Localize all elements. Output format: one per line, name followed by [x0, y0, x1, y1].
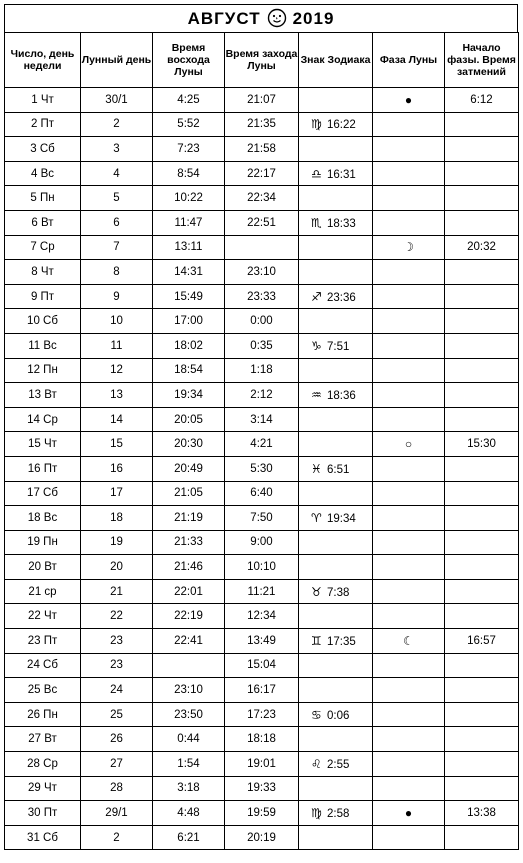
lunar-day-cell: 16	[81, 456, 153, 481]
table-row	[5, 506, 519, 531]
lunar-day-cell: 26	[81, 727, 153, 752]
zodiac-cell	[299, 235, 373, 260]
date-cell: 21 ср	[5, 579, 81, 604]
lunar-day-cell: 14	[81, 407, 153, 432]
zodiac-cell	[299, 481, 373, 506]
moonrise-cell: 22:41	[153, 629, 225, 654]
moonrise-cell: 0:44	[153, 727, 225, 752]
phase-start-cell	[445, 309, 519, 334]
lunar-day-cell: 30/1	[81, 88, 153, 113]
zodiac-cell	[299, 506, 373, 531]
table-row	[5, 752, 519, 777]
moonset-cell: 19:01	[225, 752, 299, 777]
moon-phase-cell	[373, 333, 445, 358]
moonrise-cell: 6:21	[153, 825, 225, 850]
moonrise-cell: 18:54	[153, 358, 225, 383]
zodiac-time: 23:36	[327, 291, 356, 304]
moon-phase-icon: ●	[404, 806, 413, 821]
moon-phase-cell	[373, 137, 445, 162]
table-row	[5, 333, 519, 358]
table-row	[5, 776, 519, 801]
zodiac-cell	[299, 210, 373, 235]
moonset-cell: 17:23	[225, 702, 299, 727]
phase-start-cell	[445, 727, 519, 752]
table-row	[5, 309, 519, 334]
zodiac-cell	[299, 825, 373, 850]
zodiac-sign-icon: ♌	[311, 756, 322, 771]
header-zodiac: Знак Зодиака	[299, 33, 373, 88]
table-row	[5, 88, 519, 113]
date-cell: 28 Ср	[5, 752, 81, 777]
moon-phase-cell	[373, 678, 445, 703]
zodiac-sign-icon: ♉	[311, 584, 322, 599]
lunar-day-cell: 23	[81, 629, 153, 654]
phase-start-cell: 16:57	[445, 629, 519, 654]
zodiac-cell	[299, 161, 373, 186]
date-cell: 8 Чт	[5, 260, 81, 285]
zodiac-cell	[299, 579, 373, 604]
lunar-calendar-table	[4, 32, 519, 850]
zodiac-sign-icon: ♑	[311, 338, 322, 353]
phase-start-cell	[445, 604, 519, 629]
moonset-cell: 19:33	[225, 776, 299, 801]
moonset-cell: 7:50	[225, 506, 299, 531]
lunar-day-cell: 9	[81, 284, 153, 309]
phase-start-cell	[445, 284, 519, 309]
lunar-day-cell: 29/1	[81, 801, 153, 826]
lunar-day-cell: 11	[81, 333, 153, 358]
moonset-cell: 16:17	[225, 678, 299, 703]
zodiac-time: 0:06	[327, 709, 350, 722]
zodiac-cell	[299, 112, 373, 137]
lunar-day-cell: 2	[81, 112, 153, 137]
zodiac-cell	[299, 530, 373, 555]
zodiac-cell	[299, 752, 373, 777]
table-row	[5, 260, 519, 285]
moon-phase-icon: ●	[404, 92, 413, 107]
zodiac-cell	[299, 555, 373, 580]
lunar-day-cell: 18	[81, 506, 153, 531]
moonrise-cell: 11:47	[153, 210, 225, 235]
zodiac-time: 18:33	[327, 217, 356, 230]
date-cell: 3 Сб	[5, 137, 81, 162]
phase-start-cell	[445, 776, 519, 801]
phase-start-cell	[445, 112, 519, 137]
table-row	[5, 161, 519, 186]
table-row	[5, 112, 519, 137]
table-header-row	[5, 33, 519, 88]
moonset-cell: 0:00	[225, 309, 299, 334]
phase-start-cell	[445, 825, 519, 850]
phase-start-cell	[445, 653, 519, 678]
title-year: 2019	[292, 8, 335, 28]
moon-phase-cell	[373, 161, 445, 186]
moonset-cell: 10:10	[225, 555, 299, 580]
lunar-calendar-page	[4, 4, 518, 850]
lunar-day-cell: 2	[81, 825, 153, 850]
zodiac-time: 7:51	[327, 340, 350, 353]
phase-start-cell	[445, 358, 519, 383]
moonset-cell: 21:35	[225, 112, 299, 137]
moonrise-cell: 13:11	[153, 235, 225, 260]
date-cell: 18 Вс	[5, 506, 81, 531]
phase-start-cell	[445, 407, 519, 432]
date-cell: 19 Пн	[5, 530, 81, 555]
date-cell: 12 Пн	[5, 358, 81, 383]
moonrise-cell: 18:02	[153, 333, 225, 358]
table-row	[5, 210, 519, 235]
moonrise-cell: 17:00	[153, 309, 225, 334]
moon-phase-icon: ☽	[403, 240, 414, 255]
page-title	[4, 4, 518, 32]
phase-start-cell	[445, 210, 519, 235]
table-row	[5, 555, 519, 580]
table-row	[5, 456, 519, 481]
table-row	[5, 137, 519, 162]
lunar-day-cell: 5	[81, 186, 153, 211]
moon-phase-cell	[373, 260, 445, 285]
lunar-day-cell: 22	[81, 604, 153, 629]
moonrise-cell: 20:30	[153, 432, 225, 457]
table-row	[5, 481, 519, 506]
lunar-day-cell: 17	[81, 481, 153, 506]
zodiac-cell	[299, 727, 373, 752]
zodiac-cell	[299, 678, 373, 703]
date-cell: 26 Пн	[5, 702, 81, 727]
moonrise-cell: 23:10	[153, 678, 225, 703]
zodiac-time: 16:31	[327, 168, 356, 181]
date-cell: 6 Вт	[5, 210, 81, 235]
zodiac-cell	[299, 604, 373, 629]
zodiac-cell	[299, 88, 373, 113]
table-row	[5, 383, 519, 408]
zodiac-sign-icon: ♒	[311, 387, 322, 402]
moonrise-cell	[153, 653, 225, 678]
moon-phase-cell	[373, 629, 445, 654]
moonset-cell: 2:12	[225, 383, 299, 408]
title-month: АВГУСТ	[187, 8, 261, 28]
phase-start-cell	[445, 530, 519, 555]
table-row	[5, 530, 519, 555]
zodiac-time: 2:55	[327, 758, 350, 771]
zodiac-sign-icon: ♍	[311, 117, 322, 132]
date-cell: 4 Вс	[5, 161, 81, 186]
moon-phase-cell	[373, 604, 445, 629]
date-cell: 5 Пн	[5, 186, 81, 211]
lunar-day-cell: 25	[81, 702, 153, 727]
date-cell: 13 Вт	[5, 383, 81, 408]
moonset-cell: 13:49	[225, 629, 299, 654]
lunar-day-cell: 8	[81, 260, 153, 285]
header-moon-phase: Фаза Луны	[373, 33, 445, 88]
moon-phase-cell	[373, 825, 445, 850]
phase-start-cell: 20:32	[445, 235, 519, 260]
moon-phase-cell	[373, 481, 445, 506]
moonrise-cell: 7:23	[153, 137, 225, 162]
zodiac-cell	[299, 284, 373, 309]
lunar-day-cell: 12	[81, 358, 153, 383]
phase-start-cell	[445, 555, 519, 580]
date-cell: 14 Ср	[5, 407, 81, 432]
date-cell: 27 Вт	[5, 727, 81, 752]
table-row	[5, 678, 519, 703]
table-row	[5, 284, 519, 309]
lunar-day-cell: 4	[81, 161, 153, 186]
moon-phase-cell	[373, 456, 445, 481]
moonset-cell: 22:34	[225, 186, 299, 211]
moonset-cell: 23:33	[225, 284, 299, 309]
phase-start-cell	[445, 506, 519, 531]
moonrise-cell: 23:50	[153, 702, 225, 727]
moon-phase-icon: ○	[404, 437, 413, 452]
date-cell: 9 Пт	[5, 284, 81, 309]
zodiac-time: 2:58	[327, 808, 350, 821]
table-row	[5, 432, 519, 457]
moon-phase-cell	[373, 555, 445, 580]
date-cell: 30 Пт	[5, 801, 81, 826]
zodiac-cell	[299, 186, 373, 211]
moon-phase-cell	[373, 752, 445, 777]
moon-phase-cell	[373, 727, 445, 752]
zodiac-time: 6:51	[327, 463, 350, 476]
date-cell: 24 Сб	[5, 653, 81, 678]
moon-phase-icon: ☾	[403, 633, 414, 648]
header-moonrise: Время восхода Луны	[153, 33, 225, 88]
lunar-day-cell: 10	[81, 309, 153, 334]
moonrise-cell: 15:49	[153, 284, 225, 309]
moonset-cell: 3:14	[225, 407, 299, 432]
date-cell: 15 Чт	[5, 432, 81, 457]
moonrise-cell: 21:33	[153, 530, 225, 555]
date-cell: 2 Пт	[5, 112, 81, 137]
moonset-cell: 22:17	[225, 161, 299, 186]
phase-start-cell	[445, 137, 519, 162]
zodiac-cell	[299, 309, 373, 334]
date-cell: 25 Вс	[5, 678, 81, 703]
moonrise-cell: 22:01	[153, 579, 225, 604]
header-moonset: Время захода Луны	[225, 33, 299, 88]
moonset-cell: 21:07	[225, 88, 299, 113]
zodiac-cell	[299, 702, 373, 727]
date-cell: 20 Вт	[5, 555, 81, 580]
lunar-day-cell: 19	[81, 530, 153, 555]
phase-start-cell	[445, 456, 519, 481]
moonrise-cell: 4:25	[153, 88, 225, 113]
moonset-cell: 1:18	[225, 358, 299, 383]
lunar-day-cell: 3	[81, 137, 153, 162]
date-cell: 23 Пт	[5, 629, 81, 654]
moonset-cell: 0:35	[225, 333, 299, 358]
phase-start-cell	[445, 186, 519, 211]
table-row	[5, 727, 519, 752]
zodiac-sign-icon: ♊	[311, 633, 322, 648]
table-row	[5, 604, 519, 629]
moonset-cell: 21:58	[225, 137, 299, 162]
moon-phase-cell	[373, 112, 445, 137]
date-cell: 10 Сб	[5, 309, 81, 334]
lunar-day-cell: 6	[81, 210, 153, 235]
table-row	[5, 629, 519, 654]
lunar-day-cell: 27	[81, 752, 153, 777]
lunar-day-cell: 20	[81, 555, 153, 580]
moonrise-cell: 1:54	[153, 752, 225, 777]
moonset-cell: 11:21	[225, 579, 299, 604]
moonrise-cell: 21:19	[153, 506, 225, 531]
moon-phase-cell	[373, 235, 445, 260]
moon-phase-cell	[373, 88, 445, 113]
moonrise-cell: 8:54	[153, 161, 225, 186]
moonset-cell: 12:34	[225, 604, 299, 629]
moonrise-cell: 3:18	[153, 776, 225, 801]
moonset-cell: 5:30	[225, 456, 299, 481]
moon-phase-cell	[373, 210, 445, 235]
phase-start-cell	[445, 678, 519, 703]
lunar-day-cell: 13	[81, 383, 153, 408]
phase-start-cell	[445, 481, 519, 506]
zodiac-cell	[299, 358, 373, 383]
table-row	[5, 579, 519, 604]
lunar-day-cell: 7	[81, 235, 153, 260]
moonrise-cell: 19:34	[153, 383, 225, 408]
zodiac-cell	[299, 383, 373, 408]
moon-phase-cell	[373, 653, 445, 678]
moon-face-icon	[267, 8, 287, 29]
moon-phase-cell	[373, 186, 445, 211]
moon-phase-cell	[373, 702, 445, 727]
moonset-cell: 19:59	[225, 801, 299, 826]
header-lunar-day: Лунный день	[81, 33, 153, 88]
phase-start-cell	[445, 383, 519, 408]
moonset-cell: 9:00	[225, 530, 299, 555]
table-row	[5, 702, 519, 727]
zodiac-cell	[299, 776, 373, 801]
zodiac-sign-icon: ♍	[311, 806, 322, 821]
phase-start-cell	[445, 752, 519, 777]
zodiac-cell	[299, 801, 373, 826]
zodiac-time: 19:34	[327, 512, 356, 525]
lunar-day-cell: 23	[81, 653, 153, 678]
moonset-cell: 23:10	[225, 260, 299, 285]
moonrise-cell: 20:05	[153, 407, 225, 432]
phase-start-cell: 6:12	[445, 88, 519, 113]
zodiac-cell	[299, 333, 373, 358]
date-cell: 7 Ср	[5, 235, 81, 260]
zodiac-cell	[299, 653, 373, 678]
moon-phase-cell	[373, 776, 445, 801]
phase-start-cell: 15:30	[445, 432, 519, 457]
zodiac-sign-icon: ♓	[311, 461, 322, 476]
zodiac-cell	[299, 260, 373, 285]
moonrise-cell: 14:31	[153, 260, 225, 285]
moonrise-cell: 21:05	[153, 481, 225, 506]
table-row	[5, 825, 519, 850]
moon-phase-cell	[373, 284, 445, 309]
phase-start-cell	[445, 161, 519, 186]
phase-start-cell	[445, 579, 519, 604]
lunar-day-cell: 24	[81, 678, 153, 703]
moonset-cell	[225, 235, 299, 260]
header-phase-start: Начало фазы. Время затмений	[445, 33, 519, 88]
date-cell: 29 Чт	[5, 776, 81, 801]
moon-phase-cell	[373, 407, 445, 432]
moonrise-cell: 10:22	[153, 186, 225, 211]
phase-start-cell	[445, 702, 519, 727]
table-body	[5, 88, 519, 850]
zodiac-time: 17:35	[327, 635, 356, 648]
moonrise-cell: 5:52	[153, 112, 225, 137]
table-row	[5, 653, 519, 678]
moonrise-cell: 21:46	[153, 555, 225, 580]
zodiac-cell	[299, 456, 373, 481]
phase-start-cell: 13:38	[445, 801, 519, 826]
moon-phase-cell	[373, 506, 445, 531]
zodiac-time: 16:22	[327, 119, 356, 132]
date-cell: 16 Пт	[5, 456, 81, 481]
table-row	[5, 235, 519, 260]
date-cell: 31 Сб	[5, 825, 81, 850]
lunar-day-cell: 15	[81, 432, 153, 457]
moonset-cell: 15:04	[225, 653, 299, 678]
moonrise-cell: 22:19	[153, 604, 225, 629]
phase-start-cell	[445, 333, 519, 358]
moonset-cell: 22:51	[225, 210, 299, 235]
zodiac-sign-icon: ♋	[311, 707, 322, 722]
moon-phase-cell	[373, 358, 445, 383]
zodiac-cell	[299, 137, 373, 162]
zodiac-time: 18:36	[327, 389, 356, 402]
date-cell: 22 Чт	[5, 604, 81, 629]
date-cell: 11 Вс	[5, 333, 81, 358]
zodiac-cell	[299, 407, 373, 432]
moon-phase-cell	[373, 309, 445, 334]
header-date: Число, день недели	[5, 33, 81, 88]
lunar-day-cell: 28	[81, 776, 153, 801]
moonset-cell: 20:19	[225, 825, 299, 850]
zodiac-sign-icon: ♐	[311, 289, 322, 304]
zodiac-sign-icon: ♏	[311, 215, 322, 230]
moonrise-cell: 20:49	[153, 456, 225, 481]
zodiac-sign-icon: ♈	[311, 510, 322, 525]
table-row	[5, 186, 519, 211]
date-cell: 1 Чт	[5, 88, 81, 113]
moonset-cell: 18:18	[225, 727, 299, 752]
lunar-day-cell: 21	[81, 579, 153, 604]
zodiac-cell	[299, 629, 373, 654]
table-row	[5, 407, 519, 432]
zodiac-time: 7:38	[327, 586, 350, 599]
moon-phase-cell	[373, 383, 445, 408]
moonrise-cell: 4:48	[153, 801, 225, 826]
moonset-cell: 4:21	[225, 432, 299, 457]
moon-phase-cell	[373, 801, 445, 826]
date-cell: 17 Сб	[5, 481, 81, 506]
moonset-cell: 6:40	[225, 481, 299, 506]
table-row	[5, 801, 519, 826]
moon-phase-cell	[373, 432, 445, 457]
zodiac-sign-icon: ♎	[311, 166, 322, 181]
zodiac-cell	[299, 432, 373, 457]
moon-phase-cell	[373, 579, 445, 604]
table-row	[5, 358, 519, 383]
phase-start-cell	[445, 260, 519, 285]
moon-phase-cell	[373, 530, 445, 555]
